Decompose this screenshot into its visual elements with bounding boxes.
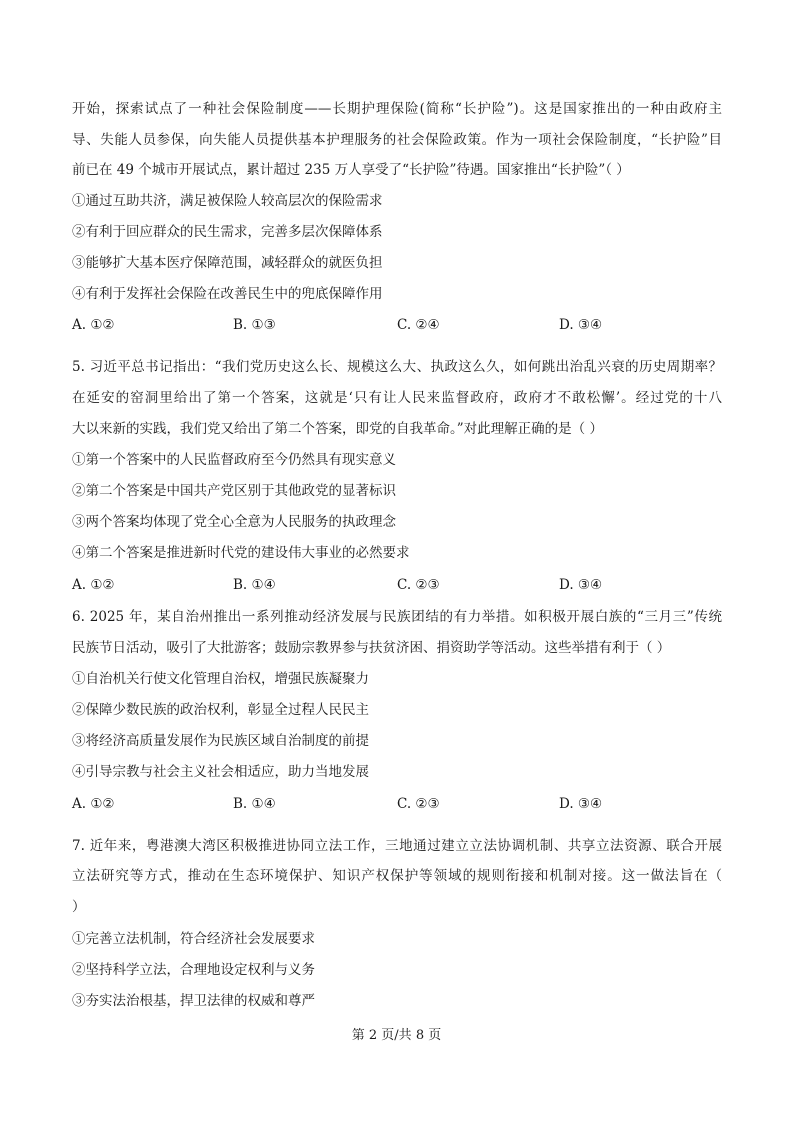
q7-statement-3: ③夯实法治根基，捍卫法律的权威和尊严 — [72, 993, 315, 1009]
q6-option-c[interactable]: C. ②③ — [397, 796, 440, 812]
q7-statement-2: ②坚持科学立法，合理地设定权利与义务 — [72, 962, 315, 978]
q4-stem-line-1: 开始，探索试点了一种社会保险制度——长期护理保险(简称“长护险”)。这是国家推出的一种由政府主 — [72, 101, 722, 117]
q6-statement-2: ②保障少数民族的政治权利，彰显全过程人民民主 — [72, 702, 369, 718]
q6-option-b[interactable]: B. ①④ — [233, 796, 276, 812]
q5-statement-2: ②第二个答案是中国共产党区别于其他政党的显著标识 — [72, 483, 396, 499]
q4-stem-line-2: 导、失能人员参保，向失能人员提供基本护理服务的社会保险政策。作为一项社会保险制度，“长护险”目 — [72, 132, 722, 148]
q5-stem-line-3: 大以来新的实践，我们党又给出了第二个答案，即党的自我革命。”对此理解正确的是（ ） — [72, 421, 603, 437]
q5-option-b[interactable]: B. ①④ — [233, 577, 276, 593]
q4-stem-line-3: 前已在 49 个城市开展试点，累计超过 235 万人享受了“长护险”待遇。国家推出“长护险”（ ） — [72, 162, 630, 178]
q6-option-a[interactable]: A. ①② — [72, 796, 115, 812]
q7-stem-line-1: 7. 近年来，粤港澳大湾区积极推进协同立法工作，三地通过建立立法协调机制、共享立法资源、联合开展 — [72, 838, 722, 854]
q4-option-b[interactable]: B. ①③ — [233, 317, 276, 333]
q5-stem-line-2: 在延安的窑洞里给出了第一个答案，这就是‘只有让人民来监督政府，政府才不敢松懈’。经过党的十八 — [72, 390, 722, 406]
q7-stem-line-2: 立法研究等方式，推动在生态环境保护、知识产权保护等领域的规则衔接和机制对接。这一做法旨在（ — [72, 868, 722, 884]
q6-stem-line-2: 民族节日活动，吸引了大批游客；鼓励宗教界参与扶贫济困、捐资助学等活动。这些举措有利于（ ） — [72, 640, 671, 656]
q5-option-c[interactable]: C. ②③ — [397, 577, 440, 593]
q4-statement-4: ④有利于发挥社会保险在改善民生中的兜底保障作用 — [72, 286, 383, 302]
q4-statement-2: ②有利于回应群众的民生需求，完善多层次保障体系 — [72, 224, 383, 240]
q4-statement-1: ①通过互助共济，满足被保险人较高层次的保险需求 — [72, 193, 383, 209]
q6-option-d[interactable]: D. ③④ — [559, 796, 603, 812]
q6-statement-3: ③将经济高质量发展作为民族区域自治制度的前提 — [72, 733, 369, 749]
q5-statement-1: ①第一个答案中的人民监督政府至今仍然具有现实意义 — [72, 452, 396, 468]
q5-statement-3: ③两个答案均体现了党全心全意为人民服务的执政理念 — [72, 514, 396, 530]
q5-option-d[interactable]: D. ③④ — [559, 577, 603, 593]
q7-statement-1: ①完善立法机制，符合经济社会发展要求 — [72, 931, 315, 947]
q5-stem-line-1: 5. 习近平总书记指出：“我们党历史这么长、规模这么大、执政这么久，如何跳出治乱兴衰的历史周期率？ — [72, 359, 722, 375]
page-number-footer: 第 2 页/共 8 页 — [351, 1028, 442, 1043]
q6-statement-1: ①自治机关行使文化管理自治权，增强民族凝聚力 — [72, 671, 369, 687]
q6-stem-line-1: 6. 2025 年，某自治州推出一系列推动经济发展与民族团结的有力举措。如积极开展白族的“三月三”传统 — [72, 609, 722, 625]
q5-statement-4: ④第二个答案是推进新时代党的建设伟大事业的必然要求 — [72, 545, 410, 561]
q4-option-a[interactable]: A. ①② — [72, 317, 115, 333]
q5-option-a[interactable]: A. ①② — [72, 577, 115, 593]
q4-statement-3: ③能够扩大基本医疗保障范围，减轻群众的就医负担 — [72, 255, 383, 271]
q6-statement-4: ④引导宗教与社会主义社会相适应，助力当地发展 — [72, 764, 369, 780]
q4-option-d[interactable]: D. ③④ — [559, 317, 603, 333]
q7-stem-line-3: ） — [72, 899, 86, 915]
q4-option-c[interactable]: C. ②④ — [397, 317, 440, 333]
